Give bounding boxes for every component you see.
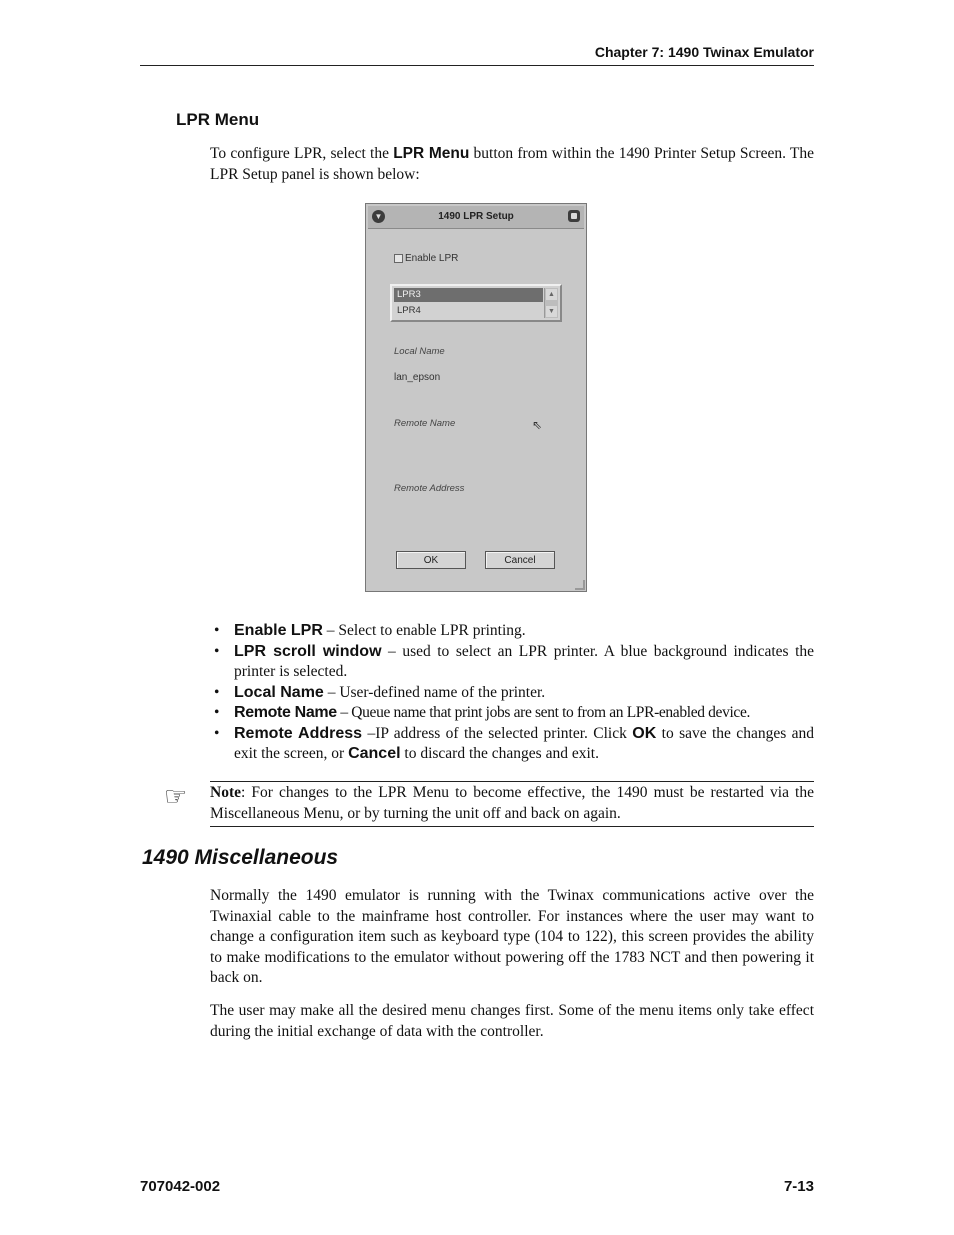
dialog-title-bar	[368, 206, 584, 229]
bullet-text: – Queue name that print jobs are sent to from an LPR-enabled device.	[336, 704, 751, 721]
misc-paragraph-2: The user may make all the desired menu changes first. Some of the menu items only take effect during the initial exchange of data with the controller.	[210, 1002, 814, 1040]
list-item[interactable]: LPR3	[394, 288, 543, 302]
list-item	[214, 703, 814, 724]
misc-paragraph-1: Normally the 1490 emulator is running with the Twinax communications active over the Twinaxial cable to the mainframe host controller. For instances where the user may want to change a configuration item such as keyboard type (104 to 122), this screen provides the ability to make modifications to the emulator without powering off the 1783 NCT and then powering it back on.	[210, 887, 814, 986]
dialog-title: 1490 LPR Setup	[438, 211, 514, 222]
bullet-text: to discard the changes and exit.	[400, 745, 599, 762]
bullet-text: –IP address of the selected printer. Click	[362, 724, 633, 742]
bullet-icon: •	[214, 622, 220, 639]
bullet-term: Remote Name	[234, 704, 337, 721]
window-maximize-icon[interactable]	[568, 210, 580, 222]
mouse-pointer-icon: ⇖	[532, 418, 543, 432]
local-name-field[interactable]: lan_epson	[394, 372, 441, 383]
bullet-text: – Select to enable LPR printing.	[322, 622, 526, 639]
list-scrollbar[interactable]	[544, 288, 558, 318]
note-label: Note	[210, 784, 241, 801]
page-header	[140, 44, 814, 66]
list-item	[214, 724, 814, 765]
intro-text-b: button from within the 1490 Printer Setup Screen. The LPR Setup panel is shown below:	[210, 145, 815, 183]
bullet-icon: •	[214, 683, 220, 701]
intro-text-a: To configure LPR, select the	[210, 145, 394, 162]
remote-name-label: Remote Name	[394, 418, 456, 429]
ok-button[interactable]: OK	[396, 551, 466, 569]
bullet-cancel-term: Cancel	[348, 745, 401, 762]
section-heading-1490-miscellaneous: 1490 Miscellaneous	[142, 846, 339, 869]
bullet-icon: •	[214, 724, 220, 742]
bullet-text: – User-defined name of the printer.	[323, 683, 546, 701]
lpr-setup-dialog	[365, 203, 587, 592]
window-menu-icon[interactable]: ▼	[372, 210, 385, 223]
bullet-term: Local Name	[234, 683, 324, 701]
cancel-button[interactable]: Cancel	[485, 551, 555, 569]
checkbox-icon[interactable]	[394, 254, 403, 263]
section-heading-lpr-menu: LPR Menu	[176, 110, 260, 129]
intro-bold-lpr-menu: LPR Menu	[393, 145, 470, 162]
field-description-list	[214, 621, 814, 765]
bullet-term: LPR scroll window	[234, 642, 382, 660]
bullet-icon: •	[214, 704, 220, 721]
doc-number: 707042-002	[140, 1178, 221, 1195]
remote-address-label: Remote Address	[394, 483, 465, 494]
bullet-ok-term: OK	[632, 724, 657, 742]
bullet-text: to save the changes and exit the screen, or	[234, 724, 814, 762]
enable-lpr-checkbox[interactable]	[394, 253, 458, 264]
lpr-scroll-window[interactable]	[390, 284, 562, 322]
note-box	[210, 781, 814, 827]
resize-grip-icon[interactable]	[575, 580, 585, 590]
list-item	[214, 642, 814, 683]
scroll-up-arrow-icon[interactable]: ▲	[546, 289, 557, 300]
bullet-term: Remote Address	[234, 724, 363, 742]
note-text: : For changes to the LPR Menu to become effective, the 1490 must be restarted via the Miscellaneous Menu, or by turning the unit off and back on again.	[210, 784, 814, 822]
list-item	[214, 683, 814, 704]
chapter-title: Chapter 7: 1490 Twinax Emulator	[594, 44, 814, 60]
bullet-text: – used to select an LPR printer. A blue background indicates the printer is selected.	[234, 642, 815, 680]
bullet-icon: •	[214, 642, 220, 660]
scroll-down-arrow-icon[interactable]: ▼	[546, 306, 557, 317]
lpr-intro-paragraph	[210, 144, 814, 185]
pointing-hand-icon: ☞	[164, 782, 188, 811]
local-name-label: Local Name	[394, 346, 445, 357]
list-item	[214, 621, 814, 642]
bullet-term: Enable LPR	[234, 622, 323, 639]
list-item[interactable]: LPR4	[397, 305, 421, 316]
enable-lpr-label: Enable LPR	[405, 253, 459, 264]
page-number: 7-13	[783, 1178, 814, 1195]
